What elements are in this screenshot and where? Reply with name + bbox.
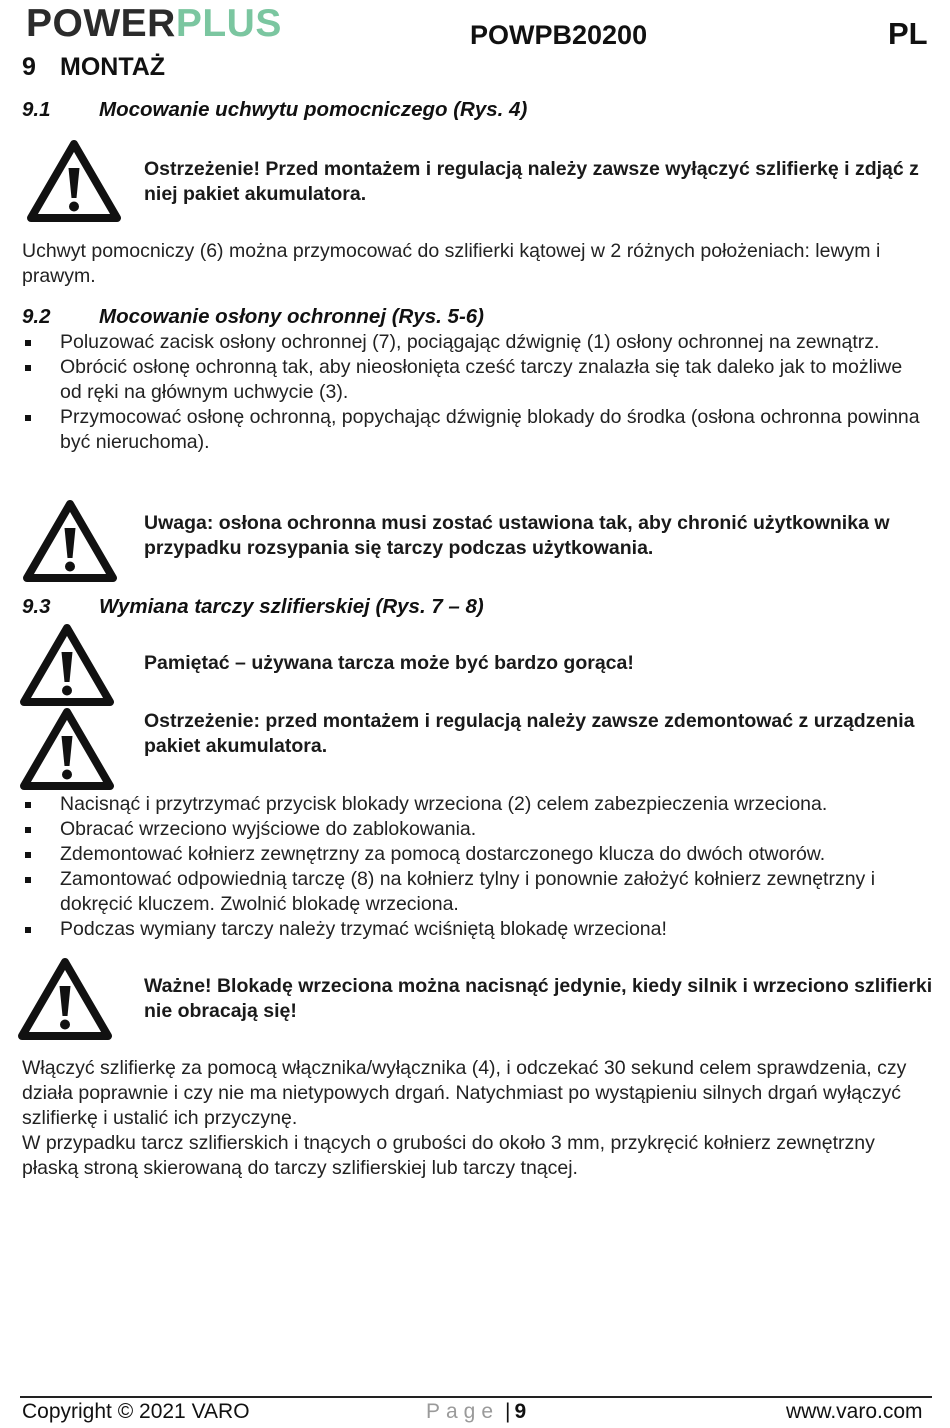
- chapter-number: 9: [22, 53, 36, 81]
- section-number: 9.1: [22, 98, 51, 121]
- section-heading-9-3: [22, 595, 484, 619]
- flange-paragraph: W przypadku tarcz szlifierskich i tnących o grubości do około 3 mm, przykręcić kołnierz zewnętrzny płaską stroną skierowaną do tarczy szlifierskiej lub tarczy tnącej.: [22, 1132, 875, 1179]
- section-title: Mocowanie uchwytu pomocniczego (Rys. 4): [99, 98, 528, 121]
- section-number: 9.2: [22, 305, 51, 328]
- language-code: PL: [888, 16, 928, 51]
- logo-text-plus: PLUS: [175, 2, 282, 45]
- warning-text-hot-disc: Pamiętać – używana tarcza może być bardzo gorąca!: [144, 652, 634, 674]
- list-item: Obrócić osłonę ochronną tak, aby nieosłonięta cześć tarczy znalazła się tak daleko jak to możliwe od ręki na głównym uchwycie (3).: [22, 355, 922, 405]
- page-label: Page: [426, 1400, 500, 1423]
- section-heading-9-2: [22, 305, 484, 329]
- test-run-paragraph: Włączyć szlifierkę za pomocą włącznika/wyłącznika (4), i odczekać 30 sekund celem sprawdzenia, czy działa poprawnie i czy nie ma nietypowych drgań. Natychmiast po wystąpieniu silnych drgań wyłączyć szlifierkę i ustalić ich przyczynę.: [22, 1057, 907, 1129]
- guard-mounting-steps: [22, 330, 922, 455]
- warning-text-spindle-lock: Ważne! Blokadę wrzeciona można nacisnąć jedynie, kiedy silnik i wrzeciono szlifierki nie obracają się!: [144, 975, 933, 1022]
- chapter-heading: [22, 53, 165, 82]
- warning-text-battery-removal: Ostrzeżenie! Przed montażem i regulacją należy zawsze wyłączyć szlifierkę i zdjąć z niej pakiet akumulatora.: [144, 158, 919, 205]
- section-number: 9.3: [22, 595, 51, 618]
- logo-text-power: POWER: [26, 2, 176, 45]
- list-item: Poluzować zacisk osłony ochronnej (7), pociągając dźwignię (1) osłony ochronnej na zewnątrz.: [22, 330, 922, 355]
- warning-triangle-icon: [17, 956, 113, 1040]
- warning-triangle-icon: [22, 498, 118, 582]
- list-item: Podczas wymiany tarczy należy trzymać wciśniętą blokadę wrzeciona!: [22, 917, 922, 942]
- page-separator: |: [505, 1400, 511, 1423]
- warning-triangle-icon: [19, 622, 115, 706]
- brand-logo: [26, 4, 282, 43]
- list-item: Zamontować odpowiednią tarczę (8) na kołnierz tylny i ponownie założyć kołnierz zewnętrzny i dokręcić kluczem. Zwolnić blokadę wrzeciona.: [22, 867, 922, 917]
- warning-triangle-icon: [19, 706, 115, 790]
- disc-replacement-steps: [22, 792, 922, 942]
- section-title: Mocowanie osłony ochronnej (Rys. 5-6): [99, 305, 485, 328]
- list-item: Zdemontować kołnierz zewnętrzny za pomocą dostarczonego klucza do dwóch otworów.: [22, 842, 922, 867]
- auxiliary-handle-paragraph: Uchwyt pomocniczy (6) można przymocować do szlifierki kątowej w 2 różnych położeniach: lewym i prawym.: [22, 240, 881, 287]
- warning-text-guard-position: Uwaga: osłona ochronna musi zostać ustawiona tak, aby chronić użytkownika w przypadku rozsypania się tarczy podczas użytkowania.: [144, 512, 890, 559]
- warning-text-remove-battery: Ostrzeżenie: przed montażem i regulacją należy zawsze zdemontować z urządzenia pakiet akumulatora.: [144, 710, 915, 757]
- copyright-text: Copyright © 2021 VARO: [22, 1400, 250, 1423]
- section-title: Wymiana tarczy szlifierskiej (Rys. 7 – 8): [99, 595, 484, 618]
- page-indicator: [426, 1400, 526, 1424]
- footer-divider: [20, 1396, 932, 1398]
- list-item: Nacisnąć i przytrzymać przycisk blokady wrzeciona (2) celem zabezpieczenia wrzeciona.: [22, 792, 922, 817]
- chapter-title: MONTAŻ: [60, 53, 166, 81]
- website-link[interactable]: www.varo.com: [786, 1400, 923, 1423]
- page-number: 9: [514, 1400, 527, 1423]
- section-heading-9-1: [22, 98, 527, 122]
- model-number: POWPB20200: [470, 20, 648, 50]
- list-item: Obracać wrzeciono wyjściowe do zablokowania.: [22, 817, 922, 842]
- list-item: Przymocować osłonę ochronną, popychając dźwignię blokady do środka (osłona ochronna powinna być nieruchoma).: [22, 405, 922, 455]
- warning-triangle-icon: [26, 138, 122, 222]
